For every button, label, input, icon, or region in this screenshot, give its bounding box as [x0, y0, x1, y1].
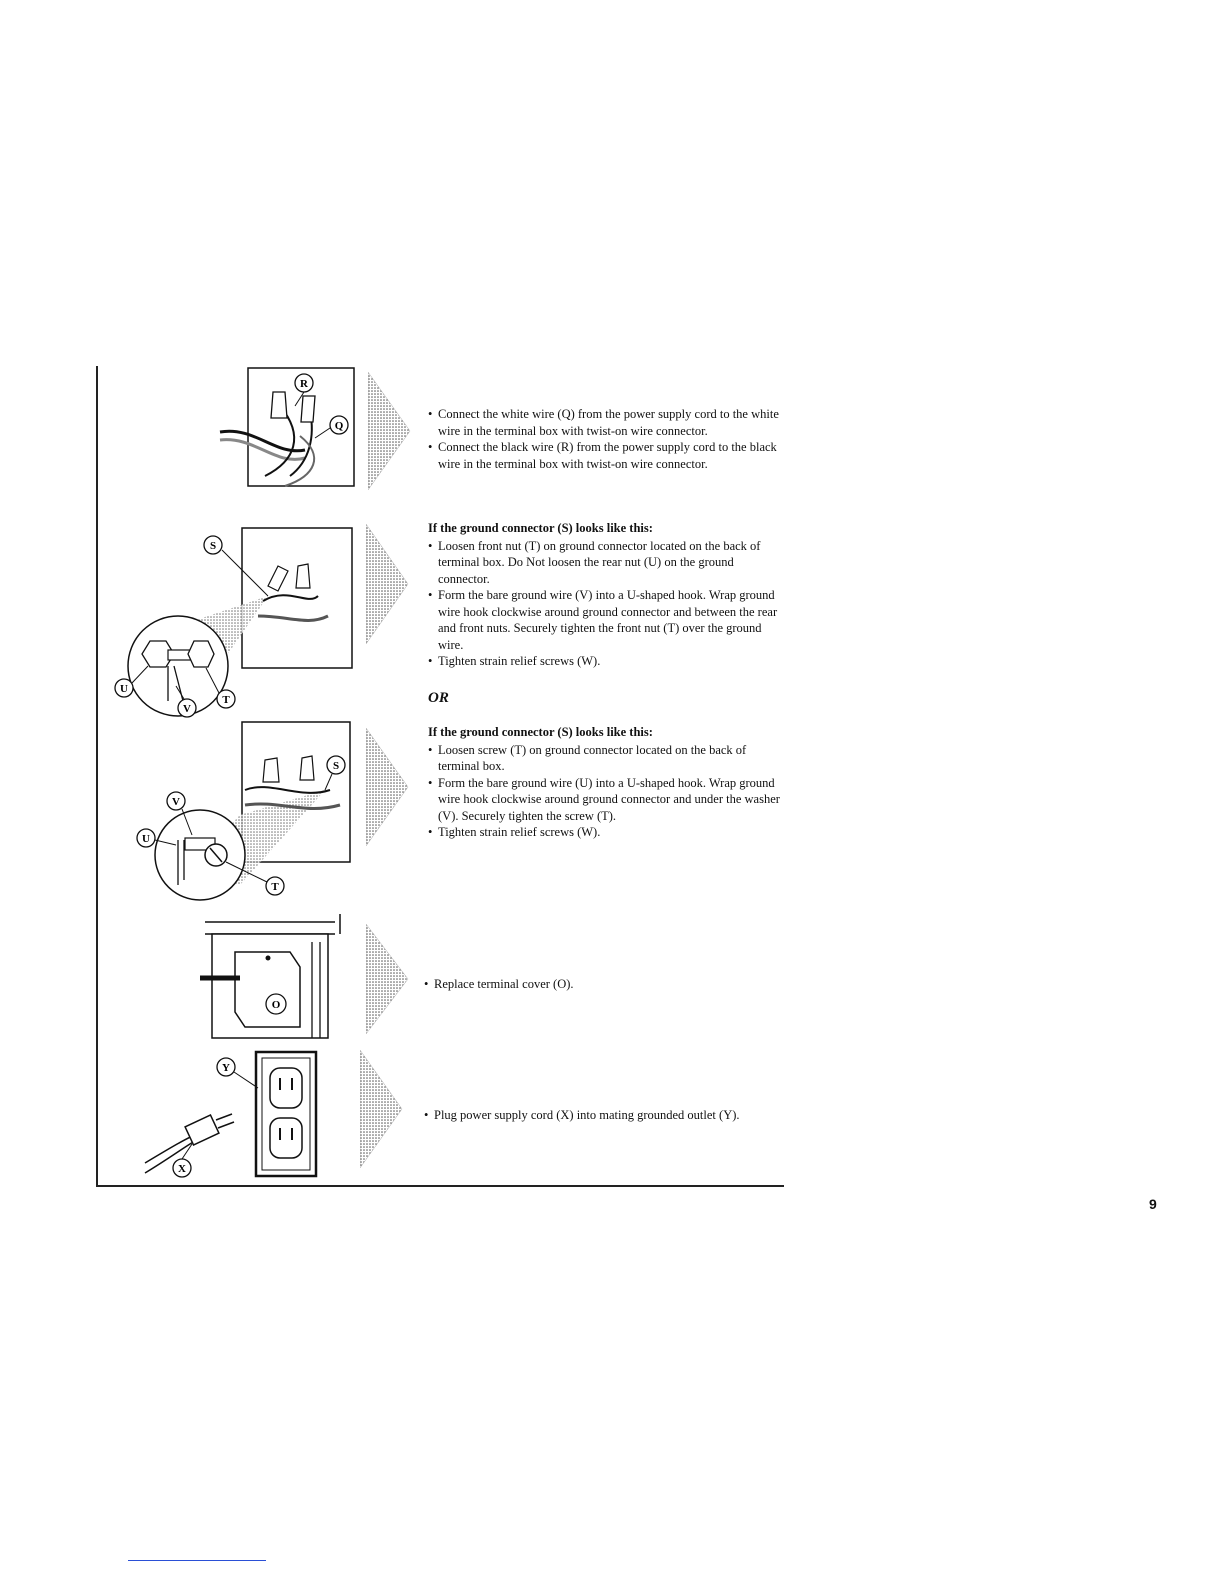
bullet-form-ground-wire-hook: • Form the bare ground wire (V) into a U-shaped hook. Wrap ground wire hook clockwise around ground connector and between the rear and front nuts. Securely tighten the front nut (T) over the ground wire. — [428, 587, 788, 653]
step-1-instructions — [428, 406, 788, 472]
page-frame-bottom-rule — [96, 1185, 784, 1187]
ground-nut-connector-illustration — [108, 526, 358, 721]
step-5-instructions — [424, 1107, 784, 1124]
callout-v: V — [183, 703, 191, 715]
ground-screw-connector-illustration — [130, 720, 355, 910]
terminal-cover-illustration — [200, 912, 350, 1042]
callout-t: T — [222, 694, 230, 706]
step-2-instructions — [428, 520, 788, 670]
bullet-form-ground-wire-hook: • Form the bare ground wire (U) into a U-shaped hook. Wrap ground wire hook clockwise around ground connector and under the washer (V). Securely tighten the screw (T). — [428, 775, 788, 825]
step-arrow-1 — [368, 372, 413, 490]
bullet-tighten-strain-relief: • Tighten strain relief screws (W). — [428, 653, 788, 670]
or-separator: OR — [428, 690, 449, 706]
footer-rule — [128, 1560, 266, 1561]
grounded-outlet-illustration — [140, 1048, 325, 1180]
step-arrow-2 — [366, 524, 411, 644]
bullet-connect-black-wire: • Connect the black wire (R) from the power supply cord to the black wire in the terminal box with twist-on wire connector. — [428, 439, 788, 472]
callout-o: O — [271, 999, 281, 1011]
step-3-instructions — [428, 724, 788, 841]
callout-t: T — [271, 881, 279, 893]
bullet-tighten-strain-relief: • Tighten strain relief screws (W). — [428, 824, 788, 841]
bullet-replace-terminal-cover: • Replace terminal cover (O). — [424, 976, 784, 993]
step-4-instructions — [424, 976, 784, 993]
callout-v: V — [172, 796, 180, 808]
bullet-plug-power-cord: • Plug power supply cord (X) into mating grounded outlet (Y). — [424, 1107, 784, 1124]
step-arrow-3 — [366, 728, 411, 846]
callout-x: X — [178, 1163, 186, 1175]
callout-s: S — [332, 760, 340, 772]
step-3-heading: If the ground connector (S) looks like this: — [428, 725, 653, 739]
callout-y: Y — [222, 1062, 230, 1074]
step-arrow-4 — [366, 924, 411, 1034]
page-frame-left-rule — [96, 366, 98, 1186]
page-number: 9 — [1149, 1196, 1157, 1212]
callout-r: R — [300, 378, 308, 390]
step-arrow-5 — [360, 1050, 405, 1168]
callout-q: Q — [334, 420, 344, 432]
callout-u: U — [120, 683, 128, 695]
wire-connector-illustration — [215, 366, 360, 492]
bullet-connect-white-wire: • Connect the white wire (Q) from the power supply cord to the white wire in the terminal box with twist-on wire connector. — [428, 406, 788, 439]
bullet-loosen-front-nut: • Loosen front nut (T) on ground connector located on the back of terminal box. Do Not loosen the rear nut (U) on the ground connector. — [428, 538, 788, 588]
callout-s: S — [209, 540, 217, 552]
bullet-loosen-screw: • Loosen screw (T) on ground connector located on the back of terminal box. — [428, 742, 788, 775]
step-2-heading: If the ground connector (S) looks like this: — [428, 521, 653, 535]
callout-u: U — [142, 833, 150, 845]
